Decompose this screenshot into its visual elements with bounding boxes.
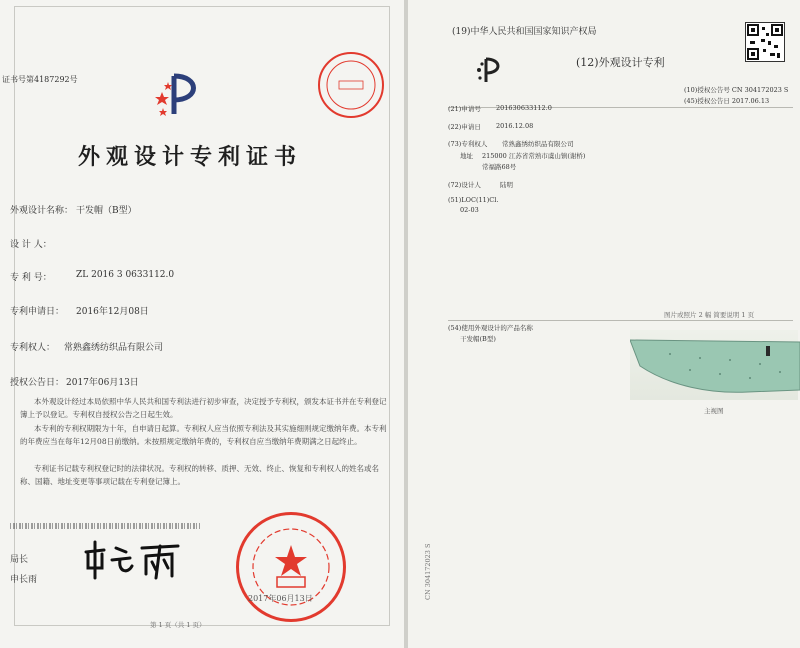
entry-address-label: 地址	[460, 152, 473, 160]
signature-image	[82, 538, 182, 586]
field-design-name-label: 外观设计名称：	[10, 206, 74, 216]
office-stamp-graphic	[320, 54, 382, 116]
entry-app-date-value: 2016.12.08	[496, 122, 534, 130]
director-name: 申长雨	[10, 575, 38, 585]
notice-paragraph-2: 本专利的专利权期限为十年，自申请日起算。专利权人应当依照专利法及其实施细则规定缴纳年费。本专利的年费应当在每年12月08日前缴纳。未按照规定缴纳年费的，专利权自应当缴纳年费期满之日起终止。	[20, 424, 387, 446]
entry-designer-value: 陆明	[500, 181, 513, 189]
qr-code-icon	[745, 22, 785, 62]
field-patent-no-value: ZL 2016 3 0633112.0	[76, 270, 175, 280]
field-designer-label: 设 计 人：	[10, 240, 52, 250]
field-design-name-value: 干发帽（B型）	[76, 206, 137, 216]
field-grant-date-value: 2017年06月13日	[66, 378, 139, 388]
entry-app-date-label: (22)申请日	[448, 123, 481, 131]
cnipa-logo-icon	[154, 70, 204, 122]
side-pub-code: CN 304172023 S	[424, 543, 432, 600]
field-filing-date-value: 2016年12月08日	[76, 307, 149, 317]
entry-loc-label: (51)LOC(11)Cl.	[448, 196, 499, 204]
gazette-counts: 图片或照片 2 幅 简要说明 1 页	[664, 311, 755, 319]
certificate-title: 外观设计专利证书	[78, 144, 303, 170]
gazette-pub-date: (45)授权公告日 2017.06.13	[684, 97, 770, 105]
field-filing-date-label: 专利申请日：	[10, 307, 65, 317]
entry-patentee-value: 常熟鑫绣纺织品有限公司	[502, 140, 574, 148]
gazette-logo-icon	[474, 56, 504, 88]
gazette-type: (12)外观设计专利	[576, 56, 665, 69]
entry-designer-label: (72)设计人	[448, 181, 481, 189]
notice-paragraph-1: 本外观设计经过本局依照中华人民共和国专利法进行初步审查，决定授予专利权，颁发本证书并在专利登记簿上予以登记。专利权自授权公告之日起生效。	[20, 397, 387, 419]
official-seal	[236, 512, 346, 622]
barcode-strip	[10, 523, 200, 529]
product-name-label: (54)使用外观设计的产品名称	[448, 324, 533, 332]
entry-address-value: 215000 江苏省常熟市虞山镇(谢桥)	[482, 152, 586, 160]
cert-number: 证书号第4187292号	[2, 75, 78, 84]
office-stamp	[318, 52, 384, 118]
gazette-pub-no: (10)授权公告号 CN 304172023 S	[684, 86, 789, 94]
entry-patentee-label: (73)专利权人	[448, 140, 488, 148]
entry-loc-value: 02-03	[460, 206, 479, 214]
field-patentee-value: 常熟鑫绣纺织品有限公司	[64, 343, 164, 353]
field-grant-date-label: 授权公告日：	[10, 378, 65, 388]
product-name-value: 干发帽(B型)	[460, 335, 496, 343]
field-patentee-label: 专利权人：	[10, 343, 56, 353]
page-footer: 第 1 页（共 1 页）	[150, 621, 206, 629]
view-caption: 主视图	[704, 407, 724, 415]
field-patent-no-label: 专 利 号：	[10, 273, 52, 283]
entry-address-line2: 常福路68号	[482, 163, 517, 171]
entry-app-no-label: (21)申请号	[448, 105, 481, 113]
seal-date: 2017年06月13日	[248, 594, 313, 603]
entry-app-no-value: 201630633112.0	[496, 104, 552, 112]
gazette-office: (19)中华人民共和国国家知识产权局	[452, 27, 597, 37]
gazette-page	[408, 0, 800, 648]
product-photo-image	[630, 336, 800, 402]
notice-paragraph-3: 专利证书记载专利权登记时的法律状况。专利权的转移、质押、无效、终止、恢复和专利权人的姓名或名称、国籍、地址变更等事项记载在专利登记簿上。	[20, 464, 379, 486]
gazette-mid-rule	[448, 320, 793, 321]
director-title: 局长	[10, 555, 29, 565]
